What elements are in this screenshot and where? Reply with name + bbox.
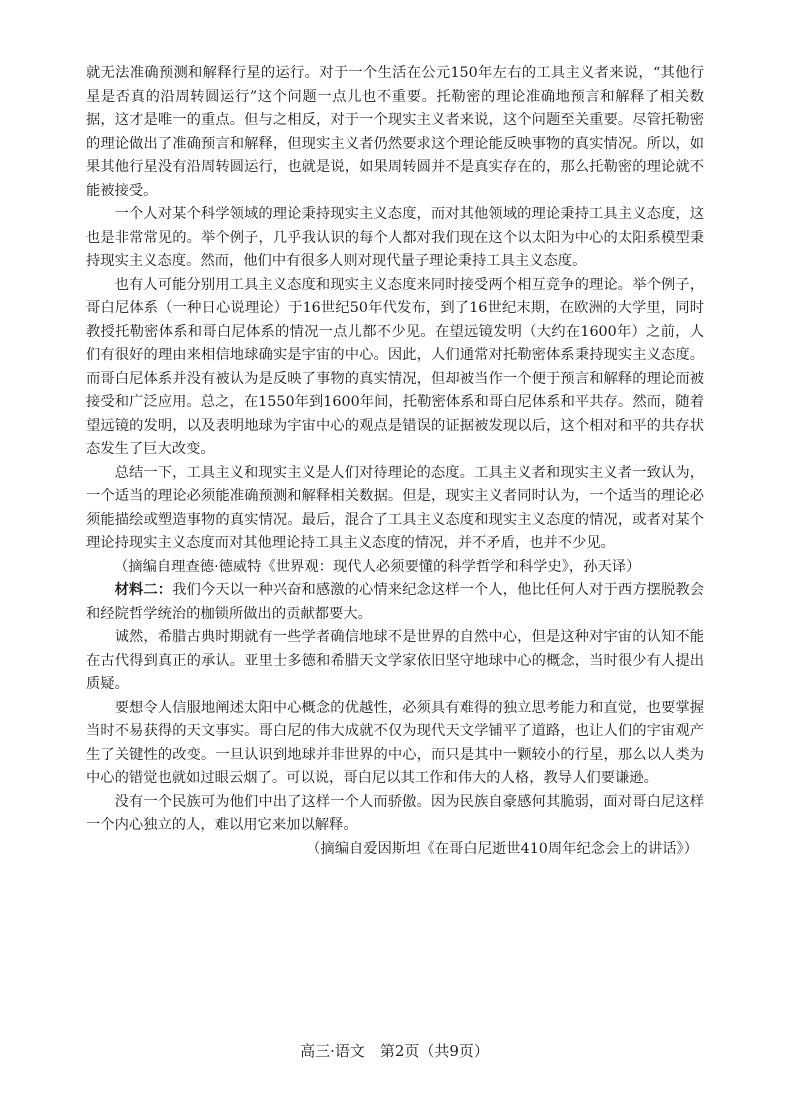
paragraph-summary: 总结一下，工具主义和现实主义是人们对待理论的态度。工具主义者和现实主义者一致认为，一个适当的理论必须能准确预测和解释相关数据。但是，现实主义者同时认为，一个适当的理论必须能描绘或塑造事物的真实情况。最后，混合了工具主义态度和现实主义态度的情况，或者对某个理论持现实主义态度而对其他理论持工具主义态度的情况，并不矛盾，也并不少见。 <box>86 464 704 551</box>
paragraph-continuation: 就无法准确预测和解释行星的运行。对于一个生活在公元150年左右的工具主义者来说，“其他行星是否真的沿周转圆运行”这个问题一点儿也不重要。托勒密的理论准确地预言和解释了相关数据，这才是唯一的重点。但与之相反，对于一个现实主义者来说，这个问题至关重要。尽管托勒密的理论做出了准确预言和解释，但现实主义者仍然要求这个理论能反映事物的真实情况。所以，如果其他行星没有沿周转圆运行，也就是说，如果周转圆并不是真实存在的，那么托勒密的理论就不能被接受。 <box>86 65 704 199</box>
material-two-intro <box>86 579 704 626</box>
paragraph-realism-fields: 一个人对某个科学领域的理论秉持现实主义态度，而对其他领域的理论秉持工具主义态度，这也是非常常见的。举个例子，几乎我认识的每个人都对我们现在这个以太阳为中心的太阳系模型秉持现实主义态度。然而，他们中有很多人则对现代量子理论秉持工具主义态度。 <box>86 206 704 269</box>
material-two-paragraph-heliocentric: 要想令人信服地阐述太阳中心概念的优越性，必须具有难得的独立思考能力和直觉，也要掌握当时不易获得的天文事实。哥白尼的伟大成就不仅为现代天文学铺平了道路，也让人们的宇宙观产生了关键性的改变。一旦认识到地球并非世界的中心，而只是其中一颗较小的行星，那么以人类为中心的错觉也就如过眼云烟了。可以说，哥白尼以其工作和伟大的人格，教导人们要谦逊。 <box>86 699 704 786</box>
material-two-source: （摘编自爱因斯坦《在哥白尼逝世410周年纪念会上的讲话》） <box>306 840 698 857</box>
page-content <box>86 62 704 861</box>
material-two-paragraph-greek: 诚然，希腊古典时期就有一些学者确信地球不是世界的自然中心，但是这种对宇宙的认知不能在古代得到真正的承认。亚里士多德和希腊天文学家依旧坚守地球中心的概念，当时很少有人提出质疑。 <box>86 629 704 692</box>
material-two-paragraph-nation: 没有一个民族可为他们中出了这样一个人而骄傲。因为民族自豪感何其脆弱，面对哥白尼这样一个内心独立的人，难以用它来加以解释。 <box>86 793 704 833</box>
paragraph-copernican-example: 也有人可能分别用工具主义态度和现实主义态度来同时接受两个相互竞争的理论。举个例子，哥白尼体系（一种日心说理论）于16世纪50年代发布，到了16世纪末期，在欧洲的大学里，同时教授托勒密体系和哥白尼体系的情况一点儿都不少见。在望远镜发明（大约在1600年）之前，人们有很好的理由来相信地球确实是宇宙的中心。因此，人们通常对托勒密体系秉持现实主义态度。而哥白尼体系并没有被认为是反映了事物的真实情况，但却被当作一个便于预言和解释的理论而被接受和广泛应用。总之，在1550年到1600年间，托勒密体系和哥白尼体系和平共存。然而，随着望远镜的发明，以及表明地球为宇宙中心的观点是错误的证据被发现以后，这个相对和平的共存状态发生了巨大改变。 <box>86 276 704 457</box>
material-one-source: （摘编自理查德·德威特《世界观：现代人必须要懂的科学哲学和科学史》，孙天译） <box>114 558 641 575</box>
material-two-first-paragraph: 我们今天以一种兴奋和感激的心情来纪念这样一个人，他比任何人对于西方摆脱教会和经院哲学统治的枷锁所做出的贡献都要大。 <box>86 582 705 622</box>
page-footer: 高三·语文 第2页（共9页） <box>300 1042 489 1060</box>
material-two-label: 材料二： <box>114 582 173 598</box>
